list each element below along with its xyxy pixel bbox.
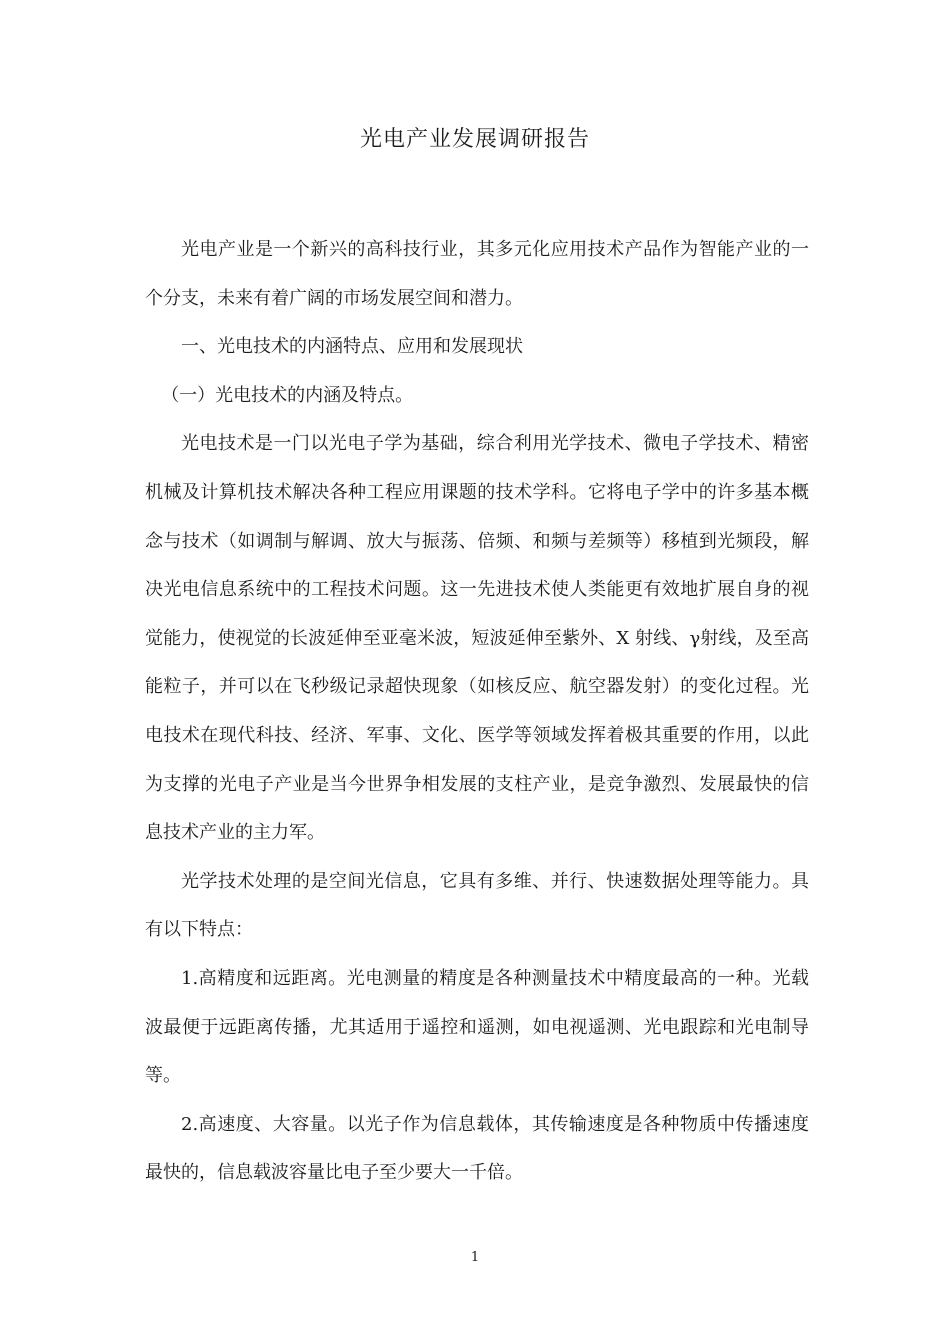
section-heading: 一、光电技术的内涵特点、应用和发展现状 — [181, 336, 523, 358]
body-paragraph: 光电技术是一门以光电子学为基础，综合利用光学技术、微电子学技术、精密机械及计算机技术解决各种工程应用课题的技术学科。它将电子学中的许多基本概念与技术（如调制与解调、放大与振荡、倍频、和频与差频等）移植到光频段，解决光电信息系统中的工程技术问题。这一先进技术使人类能更有效地扩展自身的视觉能力，使视觉的长波延伸至亚毫米波，短波延伸至紫外、X 射线、γ射线，及至高能粒子，并可以在飞秒级记录超快现象（如核反应、航空器发射）的变化过程。光电技术在现代科技、经济、军事、文化、医学等领域发挥着极其重要的作用，以此为支撑的光电子产业是当今世界争相发展的支柱产业，是竞争激烈、发展最快的信息技术产业的主力军。 — [145, 433, 809, 844]
subsection-heading: （一）光电技术的内涵及特点。 — [161, 384, 414, 406]
list-item: 2.高速度、大容量。以光子作为信息载体，其传输速度是各种物质中传播速度最快的，信息载波容量比电子至少要大一千倍。 — [145, 1113, 809, 1184]
body-paragraph: 光学技术处理的是空间光信息，它具有多维、并行、快速数据处理等能力。具有以下特点： — [145, 870, 809, 941]
document-body — [145, 226, 809, 1198]
document-title: 光电产业发展调研报告 — [359, 127, 590, 152]
list-item: 1.高精度和远距离。光电测量的精度是各种测量技术中精度最高的一种。光载波最便于远距离传播，尤其适用于遥控和遥测，如电视遥测、光电跟踪和光电制导等。 — [145, 967, 809, 1087]
page-number: 1 — [470, 1250, 480, 1265]
intro-paragraph: 光电产业是一个新兴的高科技行业，其多元化应用技术产品作为智能产业的一个分支，未来有着广阔的市场发展空间和潜力。 — [145, 239, 809, 309]
